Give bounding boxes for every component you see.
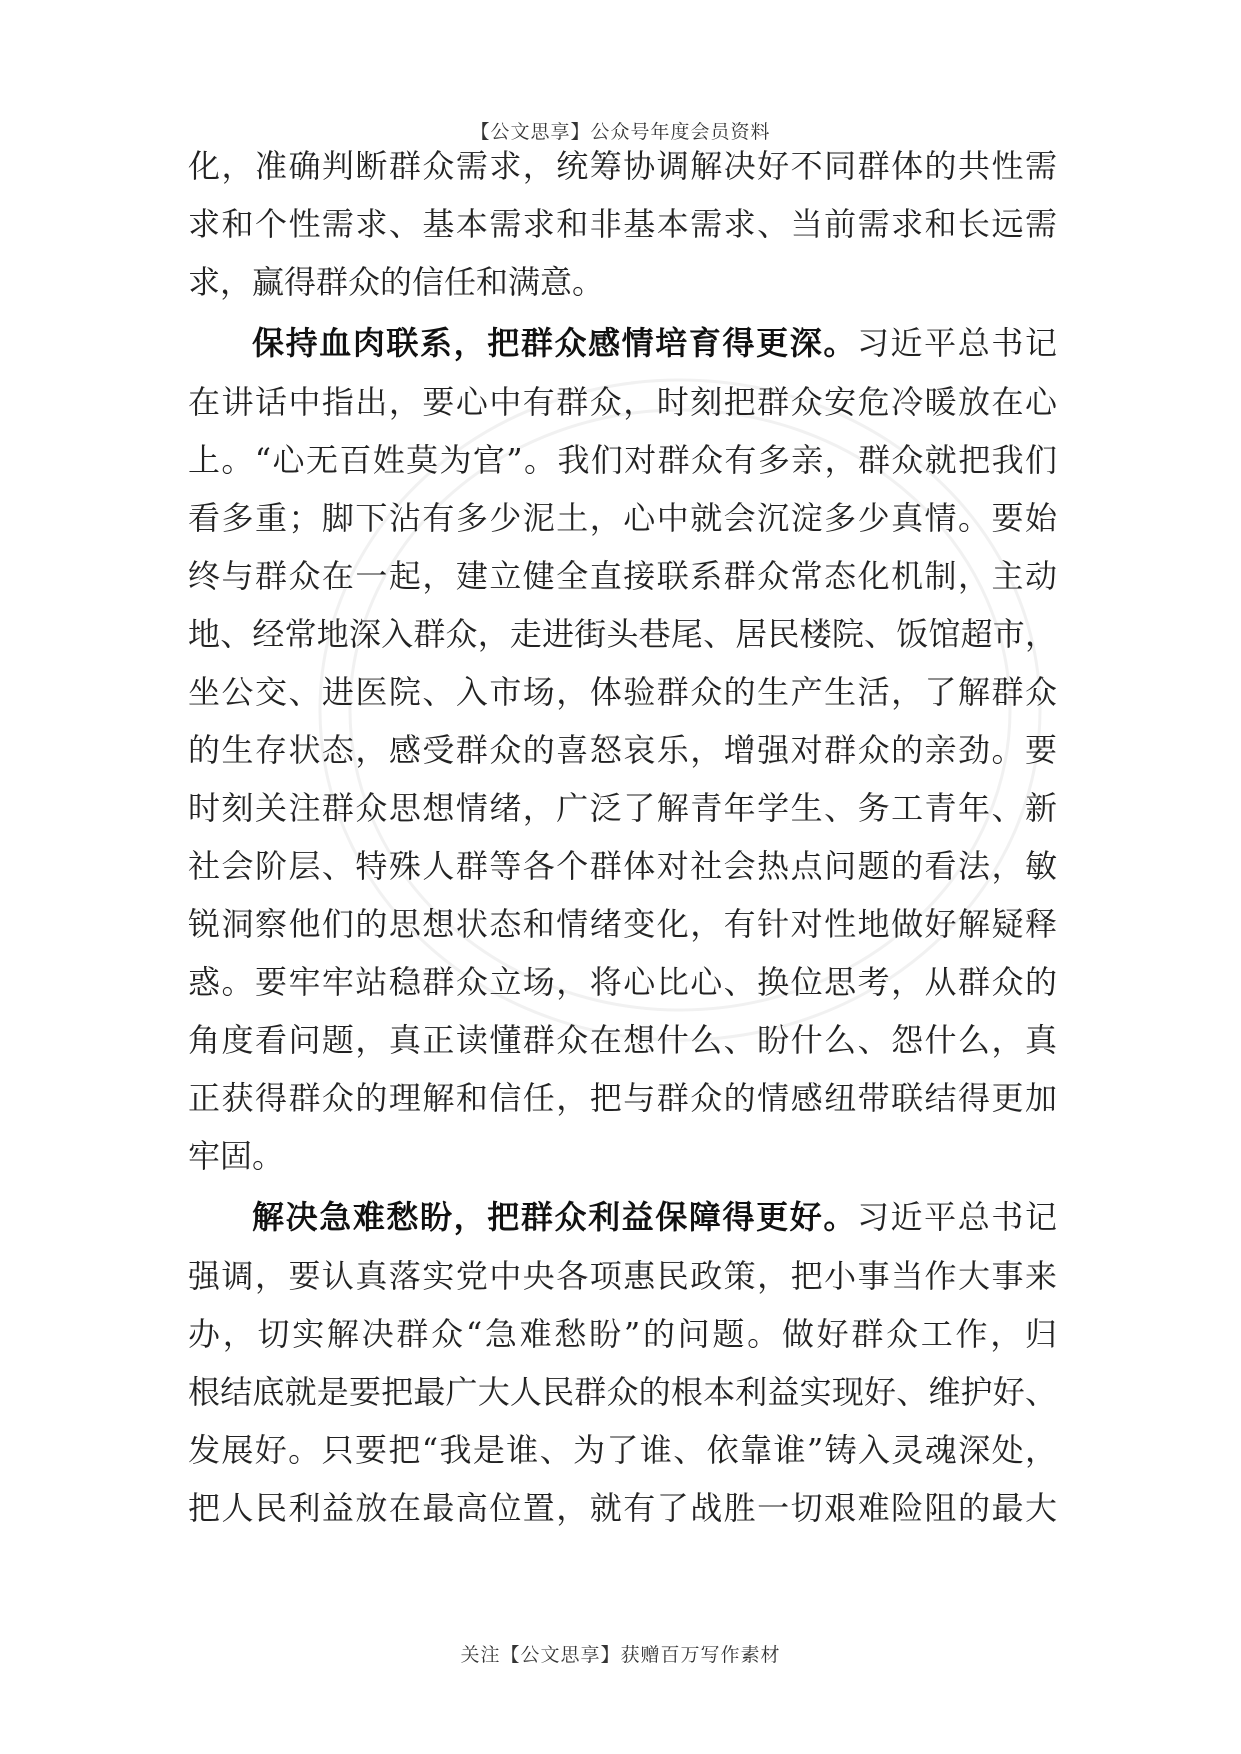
text-line: 上。“心无百姓莫为官”。我们对群众有多亲，群众就把我们 (188, 441, 1057, 479)
page-footer: 关注【公文思享】获赠百万写作素材 (460, 1644, 781, 1666)
text-line: 时刻关注群众思想情绪，广泛了解青年学生、务工青年、新 (188, 789, 1057, 827)
text-line: 的生存状态，感受群众的喜怒哀乐，增强对群众的亲劲。要 (188, 731, 1057, 769)
text-line: 求，赢得群众的信任和满意。 (188, 263, 605, 301)
text-line: 角度看问题，真正读懂群众在想什么、盼什么、怨什么，真 (188, 1021, 1057, 1059)
text-line: 终与群众在一起，建立健全直接联系群众常态化机制，主动 (188, 557, 1057, 595)
text-line: 牢固。 (188, 1137, 285, 1175)
text-line: 惑。要牢牢站稳群众立场，将心比心、换位思考，从群众的 (188, 963, 1057, 1001)
text-line: 地、经常地深入群众，走进街头巷尾、居民楼院、饭馆超市， (188, 615, 1057, 653)
text-line: 把人民利益放在最高位置，就有了战胜一切艰难险阻的最大 (188, 1489, 1057, 1527)
text-line: 发展好。只要把“我是谁、为了谁、依靠谁”铸入灵魂深处， (188, 1431, 1057, 1469)
text-line: 求和个性需求、基本需求和非基本需求、当前需求和长远需 (188, 205, 1057, 243)
text-line: 看多重；脚下沾有多少泥土，心中就会沉淀多少真情。要始 (188, 499, 1057, 537)
text-line: 在讲话中指出，要心中有群众，时刻把群众安危冷暖放在心 (188, 383, 1057, 421)
paragraph-heading: 保持血肉联系，把群众感情培育得更深。 (252, 324, 857, 362)
text-line: 社会阶层、特殊人群等各个群体对社会热点问题的看法，敏 (188, 847, 1057, 885)
page-header: 【公文思享】公众号年度会员资料 (470, 121, 771, 143)
text-line: 锐洞察他们的思想状态和情绪变化，有针对性地做好解疑释 (188, 905, 1057, 943)
text-line: 强调，要认真落实党中央各项惠民政策，把小事当作大事来 (188, 1257, 1057, 1295)
paragraph-heading: 解决急难愁盼，把群众利益保障得更好。 (252, 1198, 857, 1236)
text-line: 正获得群众的理解和信任，把与群众的情感纽带联结得更加 (188, 1079, 1057, 1117)
paragraph-heading-line: 保持血肉联系，把群众感情培育得更深。习近平总书记 (252, 324, 1057, 362)
paragraph-heading-line: 解决急难愁盼，把群众利益保障得更好。习近平总书记 (252, 1198, 1057, 1236)
text-line: 坐公交、进医院、入市场，体验群众的生产生活，了解群众 (188, 673, 1057, 711)
text-line: 根结底就是要把最广大人民群众的根本利益实现好、维护好、 (188, 1373, 1057, 1411)
text-line: 化，准确判断群众需求，统筹协调解决好不同群体的共性需 (188, 147, 1057, 185)
text-line: 办，切实解决群众“急难愁盼”的问题。做好群众工作，归 (188, 1315, 1057, 1353)
